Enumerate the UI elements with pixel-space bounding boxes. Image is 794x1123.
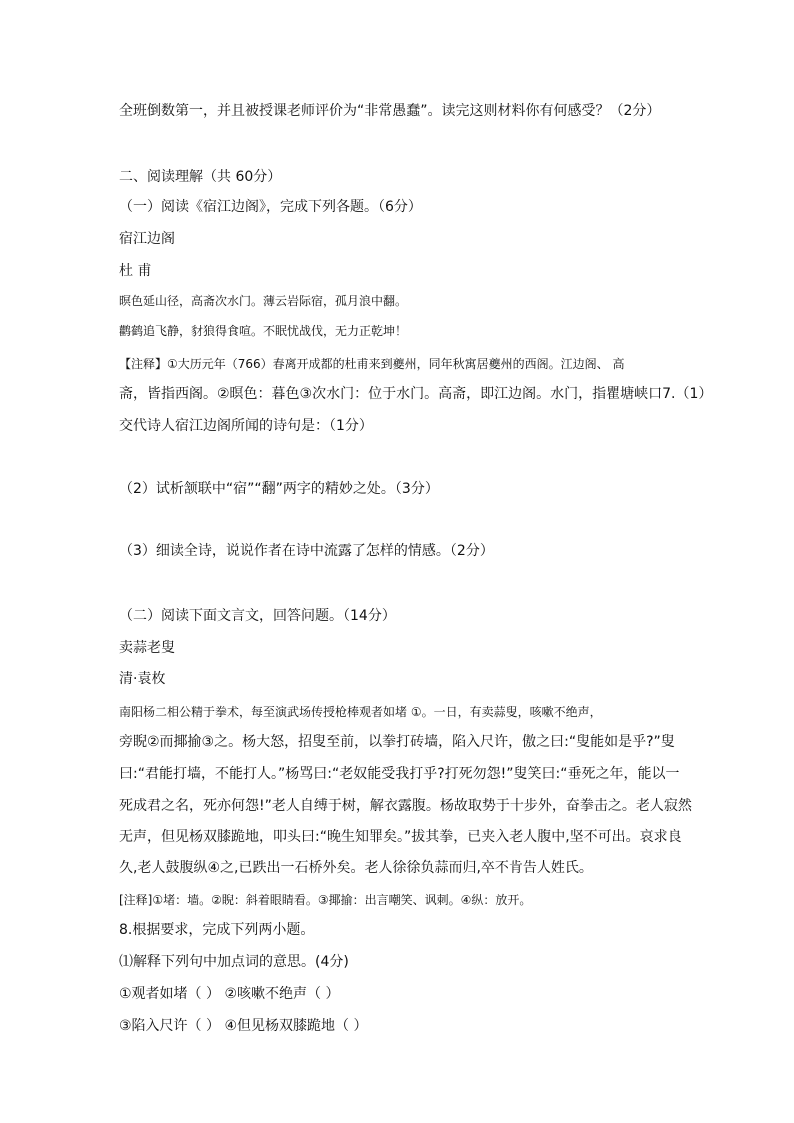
passage-line: 南阳杨二相公精于拳术，每至演武场传授枪棒观者如堵 ①。一日，有卖蒜叟，咳嗽不绝声， [119,705,602,719]
passage-author: 清·袁枚 [119,671,166,687]
question-line: 交代诗人宿江边阁所闻的诗句是：（1分） [119,418,373,434]
poem-author: 杜 甫 [119,263,152,279]
question-heading: （一）阅读《宿江边阁》，完成下列各题。（6分） [119,199,422,215]
question-line: ①观者如堵（ ） ②咳嗽不绝声（ ） [119,986,340,1002]
passage-line: 无声，但见杨双膝跪地，叩头曰:“晚生知罪矣。”拔其拳，已夹入老人腹中,坚不可出。哀求良 [119,829,682,845]
question-line: （2）试析颔联中“宿”“翻”两字的精妙之处。（3分） [119,481,439,497]
question-line: ⑴解释下列句中加点词的意思。(4分) [119,954,349,970]
passage-line: 久,老人鼓腹纵④之,已跌出一石桥外矣。老人徐徐负蒜而归,卒不肯告人姓氏。 [119,860,593,876]
question-line: 8.根据要求，完成下列两小题。 [119,922,315,938]
annotation-line: 【注释】①大历元年（766）春离开成都的杜甫来到夔州，同年秋寓居夔州的西阁。江边阁、 高 [119,357,625,371]
question-line: （3）细读全诗，说说作者在诗中流露了怎样的情感。（2分） [119,543,494,559]
question-line: ③陷入尺许（ ） ④但见杨双膝跪地（ ） [119,1018,368,1034]
passage-line: 曰:“君能打墙，不能打人。”杨骂曰:“老奴能受我打乎?打死勿怨!”叟笑曰:“垂死之年，能以一 [119,766,680,782]
poem-line: 鹳鹤追飞静，豺狼得食喧。不眠忧战伐，无力正乾坤！ [119,324,408,338]
passage-line: 死成君之名，死亦何怨!”老人自缚于树，解衣露腹。杨故取势于十步外，奋拳击之。老人寂然 [119,798,692,814]
poem-title: 宿江边阁 [119,231,175,247]
annotation-line: [注释]①堵：墙。②睨：斜着眼睛看。③揶揄：出言嘲笑、讽刺。④纵：放开。 [119,893,532,907]
poem-line: 暝色延山径，高斋次水门。薄云岩际宿，孤月浪中翻。 [119,294,408,308]
section-heading: 二、阅读理解（共 60分） [119,169,282,185]
annotation-line: 斋，皆指西阁。②暝色：暮色③次水门：位于水门。高斋，即江边阁。水门，指瞿塘峡口7.（1） [119,386,713,402]
passage-title: 卖蒜老叟 [119,640,175,656]
text-line: 全班倒数第一，并且被授课老师评价为“非常愚蠢”。读完这则材料你有何感受？（2分） [119,103,661,119]
question-heading: （二）阅读下面文言文，回答问题。（14分） [119,608,396,624]
passage-line: 旁睨②而揶揄③之。杨大怒，招叟至前，以拳打砖墙，陷入尺许，傲之曰:“叟能如是乎?”叟 [119,734,675,750]
